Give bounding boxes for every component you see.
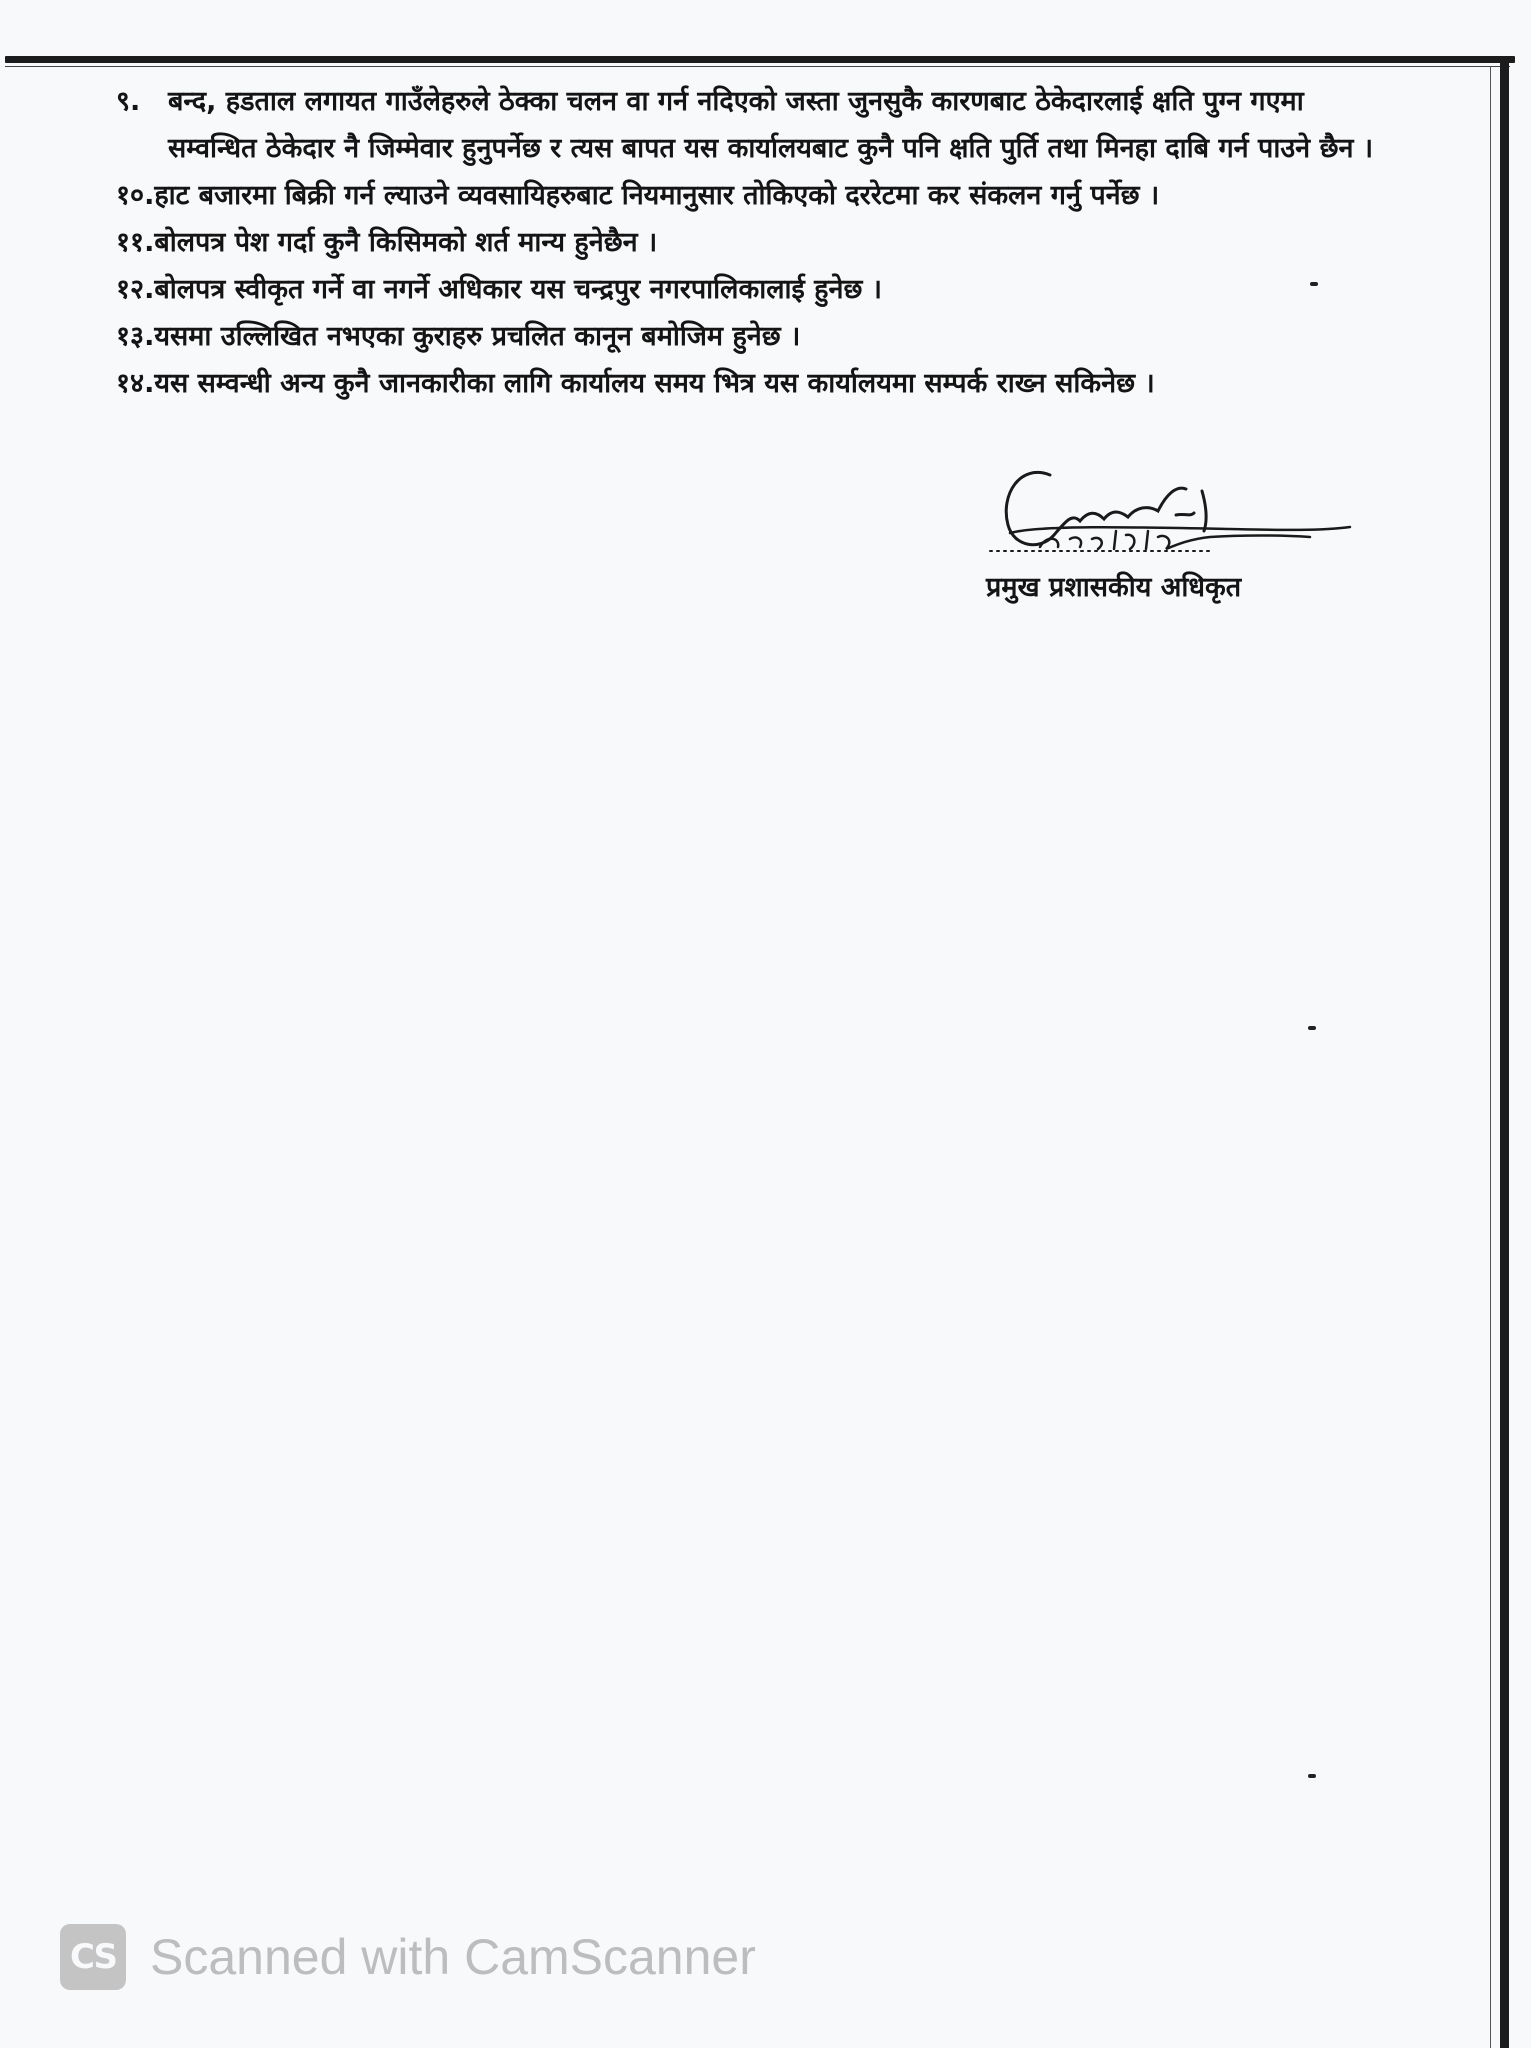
scan-speck	[1308, 1026, 1316, 1030]
clause-item	[116, 172, 1396, 219]
page-border-top-inner	[5, 66, 1510, 67]
clause-number: ९.	[116, 86, 141, 117]
clause-number: ११.	[116, 227, 155, 258]
clause-item	[116, 360, 1396, 407]
clause-number: १०.	[116, 180, 155, 211]
clause-text: बन्द, हडताल लगायत गाउँलेहरुले ठेक्का चलन वा गर्न नदिएको जस्ता जुनसुकै कारणबाट ठेकेदारलाई क्षति पुग्न गएमा सम्वन्धित ठेकेदार नै जिम्मेवार हुनुपर्नेछ र त्यस बापत यस कार्यालयबाट कुनै पनि क्षति पुर्ति तथा मिनहा दाबि गर्न पाउने छैन ।	[168, 86, 1374, 164]
watermark-text: Scanned with CamScanner	[150, 1929, 756, 1985]
page-border-right	[1500, 60, 1509, 2048]
scan-speck	[1310, 282, 1318, 286]
camscanner-logo-icon: CS	[60, 1924, 126, 1990]
signer-title: प्रमुख प्रशासकीय अधिकृत	[986, 572, 1242, 603]
clause-list	[116, 78, 1396, 407]
signature-block	[980, 455, 1380, 615]
clause-text: हाट बजारमा बिक्री गर्न ल्याउने व्यवसायिहरुबाट नियमानुसार तोकिएको दररेटमा कर संकलन गर्नु पर्नेछ ।	[154, 180, 1160, 211]
clause-number: १२.	[116, 274, 155, 305]
clause-text: यसमा उल्लिखित नभएका कुराहरु प्रचलित कानून बमोजिम हुनेछ ।	[154, 321, 801, 352]
clause-text: बोलपत्र स्वीकृत गर्ने वा नगर्ने अधिकार यस चन्द्रपुर नगरपालिकालाई हुनेछ ।	[154, 274, 883, 305]
clause-item	[116, 78, 1396, 172]
clause-number: १३.	[116, 321, 155, 352]
clause-item	[116, 313, 1396, 360]
handwritten-signature	[980, 455, 1360, 575]
clause-text: बोलपत्र पेश गर्दा कुनै किसिमको शर्त मान्य हुनेछैन ।	[154, 227, 658, 258]
clause-item	[116, 219, 1396, 266]
clause-text: यस सम्वन्धी अन्य कुनै जानकारीका लागि कार्यालय समय भित्र यस कार्यालयमा सम्पर्क राख्न सकिनेछ ।	[154, 368, 1155, 399]
clause-number: १४.	[116, 368, 155, 399]
camscanner-watermark	[60, 1924, 756, 1990]
page-border-top	[5, 56, 1515, 63]
clause-item	[116, 266, 1396, 313]
page-border-right-inner	[1490, 66, 1491, 2048]
scan-speck	[1308, 1774, 1316, 1778]
